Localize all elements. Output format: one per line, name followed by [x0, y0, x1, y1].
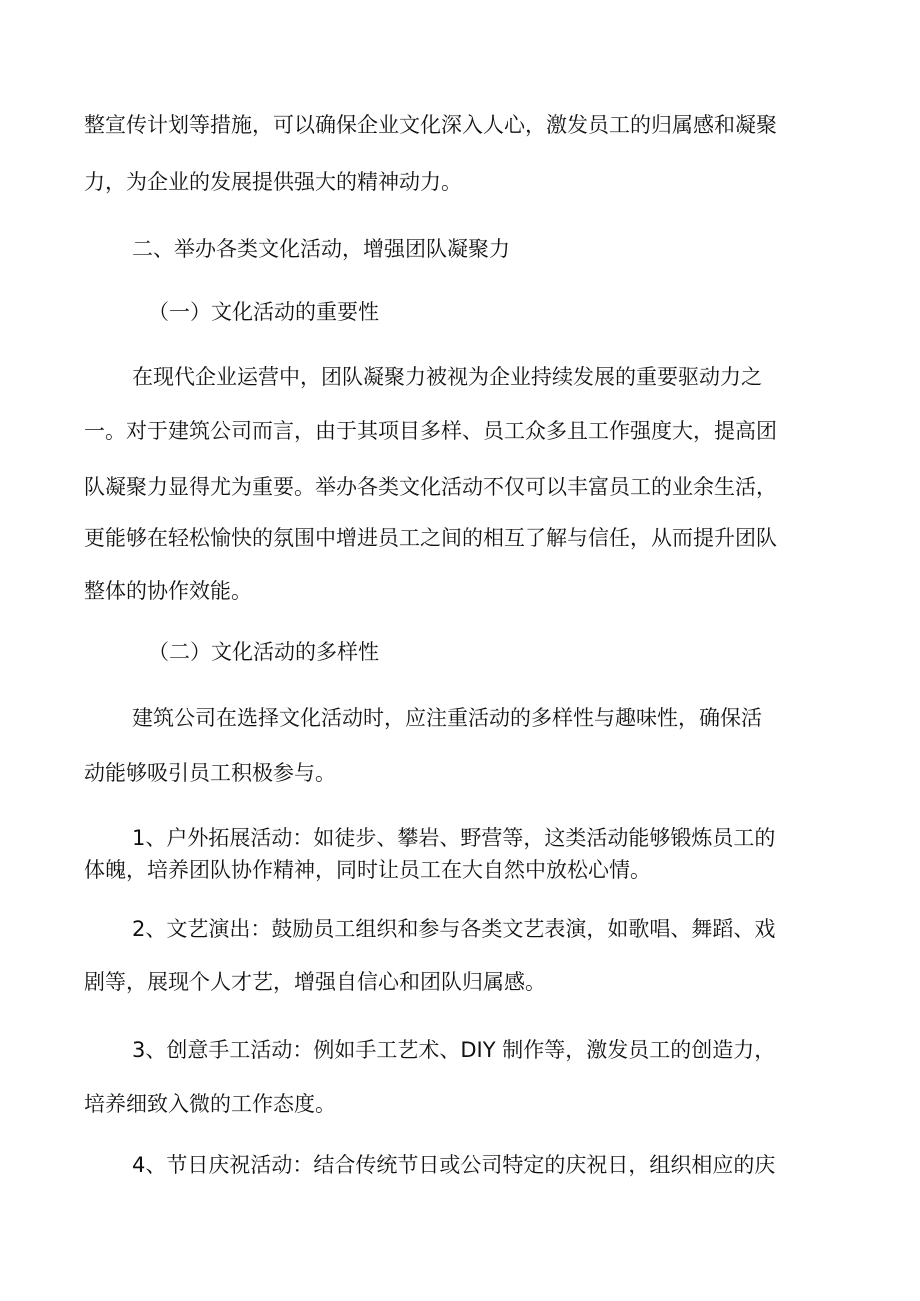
list-item-line: 体魄，培养团队协作精神，同时让员工在大自然中放松心情。 [84, 858, 651, 882]
paragraph-line: 整体的协作效能。 [84, 579, 252, 603]
section-heading: 二、举办各类文化活动，增强团队凝聚力 [132, 237, 510, 261]
paragraph-line: 更能够在轻松愉快的氛围中增进员工之间的相互了解与信任，从而提升团队 [84, 526, 777, 550]
paragraph-line: 一。对于建筑公司而言，由于其项目多样、员工众多且工作强度大，提高团 [84, 419, 777, 443]
list-item-line: 4、节日庆祝活动：结合传统节日或公司特定的庆祝日，组织相应的庆 [132, 1153, 776, 1177]
subsection-heading: （一）文化活动的重要性 [148, 300, 379, 324]
subsection-heading: （二）文化活动的多样性 [148, 640, 379, 664]
list-item-line: 2、文艺演出：鼓励员工组织和参与各类文艺表演，如歌唱、舞蹈、戏 [132, 917, 776, 941]
paragraph-continuation-line: 力，为企业的发展提供强大的精神动力。 [84, 170, 462, 194]
paragraph-continuation-line: 整宣传计划等措施，可以确保企业文化深入人心，激发员工的归属感和凝聚 [84, 113, 777, 137]
list-item-line: 剧等，展现个人才艺，增强自信心和团队归属感。 [84, 970, 546, 994]
paragraph-line: 动能够吸引员工积极参与。 [84, 761, 336, 785]
list-item-line: 培养细致入微的工作态度。 [84, 1092, 336, 1116]
list-item-line: 1、户外拓展活动：如徒步、攀岩、野营等，这类活动能够锻炼员工的 [132, 826, 776, 850]
paragraph-line: 在现代企业运营中，团队凝聚力被视为企业持续发展的重要驱动力之 [132, 365, 762, 389]
paragraph-line: 队凝聚力显得尤为重要。举办各类文化活动不仅可以丰富员工的业余生活， [84, 475, 777, 499]
paragraph-line: 建筑公司在选择文化活动时，应注重活动的多样性与趣味性，确保活 [132, 706, 762, 730]
list-item-line: 3、创意手工活动：例如手工艺术、DIY 制作等，激发员工的创造力， [132, 1038, 776, 1062]
